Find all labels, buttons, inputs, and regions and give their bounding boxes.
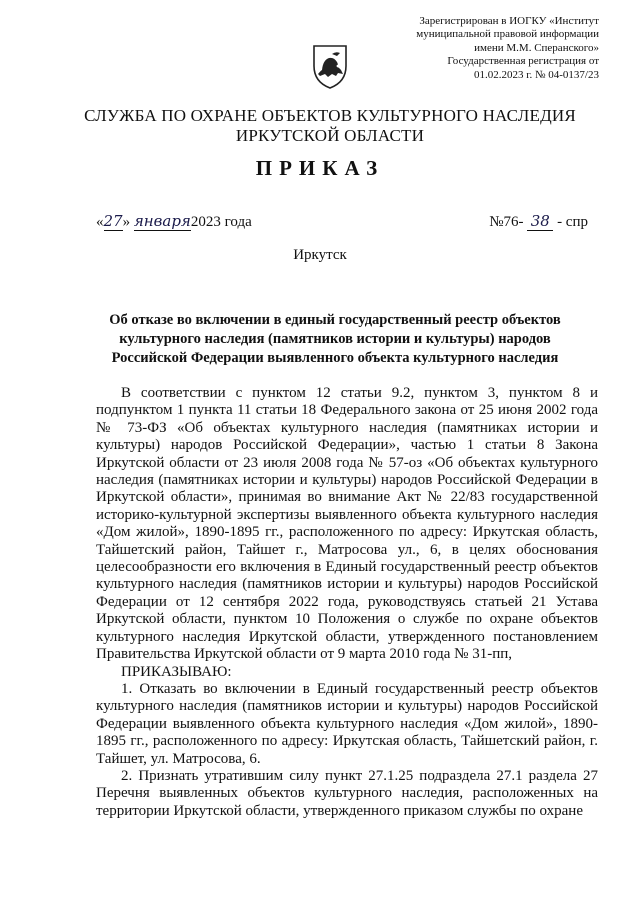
subject-line: Российской Федерации выявленного объекта культурного наследия bbox=[111, 350, 559, 366]
date-quote-close: » bbox=[122, 214, 131, 230]
order-number-handwritten: 38 bbox=[527, 212, 553, 231]
order-number-prefix: №76- bbox=[489, 214, 524, 230]
registration-line: 01.02.2023 г. № 04-0137/23 bbox=[474, 68, 599, 81]
order-date bbox=[96, 212, 252, 231]
agency-name bbox=[60, 106, 600, 146]
registration-stamp bbox=[349, 15, 599, 82]
registration-line: Государственная регистрация от bbox=[447, 55, 599, 68]
subject-line: культурного наследия (памятников истории и культуры) народов bbox=[119, 331, 551, 347]
date-quote-open: « bbox=[96, 214, 104, 230]
order-word: ПРИКАЗЫВАЮ: bbox=[121, 663, 232, 680]
date-day-handwritten: 27 bbox=[103, 212, 123, 230]
date-month-handwritten: января bbox=[133, 212, 191, 230]
order-body bbox=[96, 385, 598, 820]
date-year: 2023 года bbox=[190, 214, 252, 230]
agency-name-line: СЛУЖБА ПО ОХРАНЕ ОБЪЕКТОВ КУЛЬТУРНОГО НАСЛЕДИЯ bbox=[84, 106, 576, 125]
registration-line: Зарегистрирован в ИОГКУ «Институт bbox=[419, 15, 599, 27]
city-name: Иркутск bbox=[293, 247, 347, 263]
order-number-suffix: - спр bbox=[557, 214, 588, 230]
order-title: ПРИКАЗ bbox=[255, 156, 385, 180]
order-subject bbox=[90, 311, 580, 368]
registration-line: муниципальной правовой информации bbox=[416, 28, 599, 41]
registration-line: имени М.М. Сперанского» bbox=[474, 41, 599, 54]
order-item-2: 2. Признать утратившим силу пункт 27.1.25 подраздела 27.1 раздела 27 Перечня выявленных объектов культурного наследия, расположенных на территории Иркутской области, утвержденного приказом службы по охране bbox=[96, 767, 598, 819]
order-item-1: 1. Отказать во включении в Единый государственный реестр объектов культурного наследия (памятников истории и культуры) народов Российской Федерации выявленного объекта культурного наследия «Дом жилой», 1890-1895 гг., расположенного по адресу: Иркутская область, Тайшетский район, г. Тайшет, ул. Матросова, 6. bbox=[96, 680, 598, 767]
preamble-paragraph: В соответствии с пунктом 12 статьи 9.2, пунктом 3, пунктом 8 и подпунктом 1 пункта 11 статьи 18 Федерального закона от 25 июня 2002 года № 73-ФЗ «Об объектах культурного наследия (памятниках истории и культуры) народов Российской Федерации», частью 1 статьи 8 Закона Иркутской области от 23 июля 2008 года № 57-оз «Об объектах культурного наследия (памятниках истории и культуры) народов Российской Федерации в Иркутской области», принимая во внимание Акт № 22/83 государственной историко-культурной экспертизы выявленного объекта культурного наследия «Дом жилой», 1890-1895 гг., расположенного по адресу: Иркутская область, Тайшетский район, Тайшет г., Матросова ул., 6, в целях обоснования целесообразности его включения в Единый государственный реестр объектов культурного наследия (памятников истории и культуры) народов Российской Федерации от 12 сентября 2022 года, руководствуясь статьей 21 Устава Иркутской области, пунктом 10 Положения о службе по охране объектов культурного наследия Иркутской области, утвержденного постановлением Правительства Иркутской области от 9 марта 2010 года № 31-пп, bbox=[96, 385, 598, 663]
subject-line: Об отказе во включении в единый государственный реестр объектов bbox=[109, 312, 561, 328]
irkutsk-coat-of-arms-icon bbox=[310, 40, 350, 90]
order-number bbox=[489, 212, 588, 231]
agency-name-line: ИРКУТСКОЙ ОБЛАСТИ bbox=[235, 126, 425, 145]
